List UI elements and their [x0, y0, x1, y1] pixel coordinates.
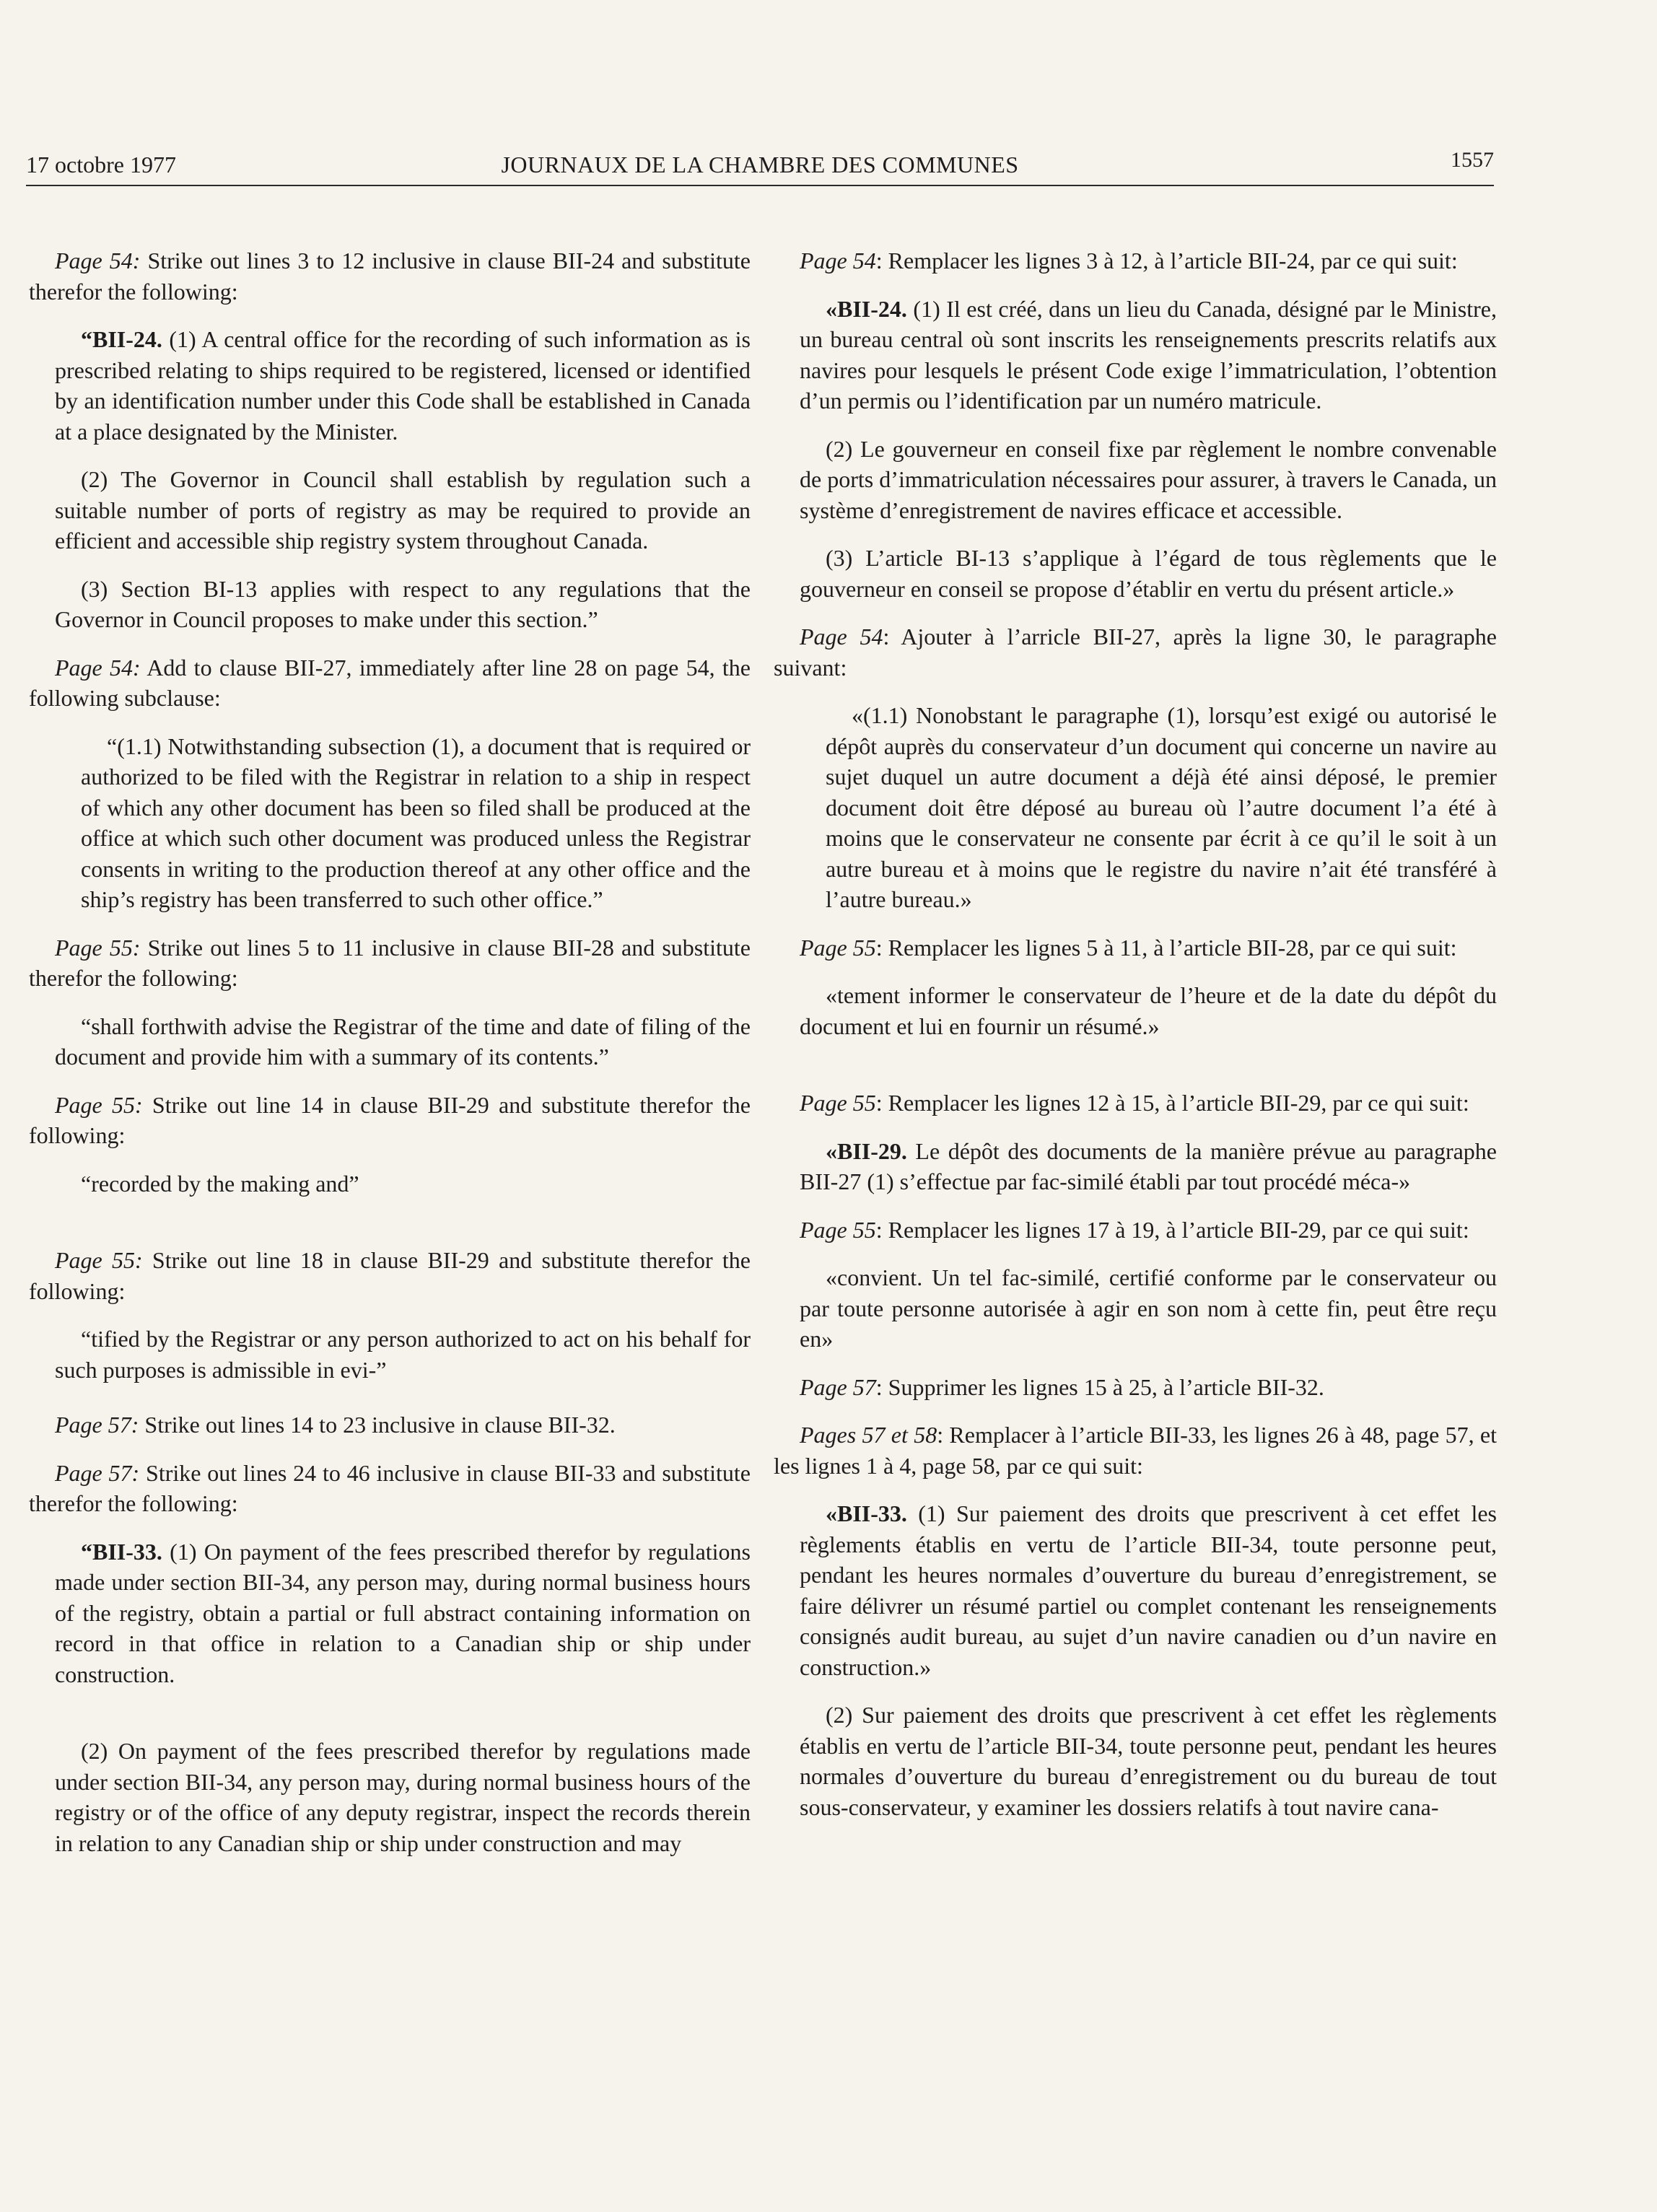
amendment-instruction: Page 54: Strike out lines 3 to 12 inclusive in clause BII-24 and substitute therefor the following:	[29, 248, 751, 305]
header-date: 17 octobre 1977	[26, 152, 176, 178]
amendment-instruction: Page 55: Strike out line 18 in clause BII-29 and substitute therefor the following:	[29, 1247, 751, 1304]
amendment-instruction: Page 57: Strike out lines 24 to 46 inclusive in clause BII-33 and substitute therefor the following:	[29, 1459, 751, 1516]
clause-text: (2) Sur paiement des droits que prescrivent à cet effet les règlements établis en vertu de l’article BII-34, toute personne peut, pendant les heures normales d’ouverture du bureau d’enregistrement ou du bureau de tout sous-conservateur, y examiner les dossiers relatifs à tout navire cana-	[800, 1702, 1497, 1820]
clause-text: “BII-33. (1) On payment of the fees prescribed therefor by regulations made under section BII-34, any person may, during normal business hours of the registry, obtain a partial or full abstract containing information on record in that office in relation to a Canadian ship or ship under construction.	[55, 1538, 751, 1687]
amendment-instruction: Page 57: Strike out lines 14 to 23 inclusive in clause BII-32.	[55, 1412, 616, 1438]
clause-text: (2) The Governor in Council shall establish by regulation such a suitable number of ports of registry as may be required to provide an efficient and accessible ship registry system throughout Canada.	[55, 466, 751, 554]
clause-text: «tement informer le conservateur de l’heure et de la date du dépôt du document et lui en fournir un résumé.»	[800, 982, 1497, 1039]
page-header	[26, 141, 1494, 186]
amendment-instruction: Page 55: Strike out line 14 in clause BII-29 and substitute therefor the following:	[29, 1091, 751, 1148]
clause-text: “tified by the Registrar or any person authorized to act on his behalf for such purposes is admissible in evi-”	[55, 1326, 751, 1383]
clause-text: (2) Le gouverneur en conseil fixe par règlement le nombre convenable de ports d’immatriculation nécessaires pour assurer, à travers le Canada, un système d’enregistrement de navires efficace et accessible.	[800, 435, 1497, 523]
clause-text: “BII-24. (1) A central office for the recording of such information as is prescribed relating to ships required to be registered, licensed or identified by an identification number under this Code shall be established in Canada at a place designated by the Minister.	[55, 326, 751, 445]
amendment-instruction: Page 57: Supprimer les lignes 15 à 25, à l’article BII-32.	[800, 1373, 1324, 1400]
english-column	[29, 245, 751, 1876]
clause-text: (2) On payment of the fees prescribed therefor by regulations made under section BII-34, any person may, during normal business hours of the registry or of the office of any deputy registrar, inspect the records therein in relation to any Canadian ship or ship under construction and may	[55, 1738, 751, 1856]
amendment-instruction: Page 54: Add to clause BII-27, immediately after line 28 on page 54, the following subclause:	[29, 654, 751, 711]
amendment-instruction: Page 55: Remplacer les lignes 17 à 19, à l’article BII-29, par ce qui suit:	[800, 1216, 1469, 1243]
amendment-instruction: Page 55: Remplacer les lignes 12 à 15, à l’article BII-29, par ce qui suit:	[800, 1090, 1469, 1116]
clause-text: «(1.1) Nonobstant le paragraphe (1), lorsqu’est exigé ou autorisé le dépôt auprès du conservateur d’un document qui concerne un navire au sujet duquel un autre document a déjà été ainsi déposé, le premier document doit être déposé au bureau où l’autre document l’a été à moins que le conservateur ne consente par écrit à ce qu’il le soit à un autre bureau et à moins que le registre du navire n’ait été transféré à l’autre bureau.»	[826, 702, 1497, 912]
clause-text: “recorded by the making and”	[81, 1170, 359, 1197]
clause-text: «BII-24. (1) Il est créé, dans un lieu du Canada, désigné par le Ministre, un bureau central où sont inscrits les renseignements prescrits relatifs aux navires pour lesquels le présent Code exige l’immatriculation, l’obtention d’un permis ou l’identification par un numéro matricule.	[800, 295, 1497, 414]
amendment-instruction: Page 54: Remplacer les lignes 3 à 12, à l’article BII-24, par ce qui suit:	[800, 248, 1458, 274]
amendment-instruction: Page 54: Ajouter à l’arricle BII-27, après la ligne 30, le paragraphe suivant:	[774, 624, 1498, 681]
clause-text: (3) Section BI-13 applies with respect to any regulations that the Governor in Council proposes to make under this section.”	[55, 575, 751, 632]
page-number: 1557	[1451, 148, 1494, 172]
french-column	[774, 245, 1497, 1840]
clause-text: «BII-29. Le dépôt des documents de la manière prévue au paragraphe BII-27 (1) s’effectue par fac-similé établi par tout procédé méca-»	[800, 1137, 1497, 1194]
clause-text: “(1.1) Notwithstanding subsection (1), a document that is required or authorized to be filed with the Registrar in relation to a ship in respect of which any other document has been so filed shall be produced at the office at which such other document was produced unless the Registrar consents in writing to the production thereof at any other office and the ship’s registry has been transferred to such other office.”	[81, 733, 751, 912]
amendment-instruction: Page 55: Remplacer les lignes 5 à 11, à l’article BII-28, par ce qui suit:	[800, 934, 1457, 961]
clause-text: (3) L’article BI-13 s’applique à l’égard de tous règlements que le gouverneur en conseil se propose d’établir en vertu du présent article.»	[800, 545, 1497, 602]
clause-text: «BII-33. (1) Sur paiement des droits que prescrivent à cet effet les règlements établis en vertu de l’article BII-34, toute personne peut, pendant les heures normales d’ouverture du bureau d’enregistrement, se faire délivrer un résumé partiel ou complet contenant les renseignements consignés audit bureau, au sujet d’un navire canadien ou d’un navire en construction.»	[800, 1500, 1497, 1680]
amendment-instruction: Page 55: Strike out lines 5 to 11 inclusive in clause BII-28 and substitute therefor the following:	[29, 934, 751, 991]
header-title: JOURNAUX DE LA CHAMBRE DES COMMUNES	[501, 152, 1019, 178]
clause-text: “shall forthwith advise the Registrar of the time and date of filing of the document and provide him with a summary of its contents.”	[55, 1013, 751, 1070]
clause-text: «convient. Un tel fac-similé, certifié conforme par le conservateur ou par toute personne autorisée à agir en son nom à cette fin, peut être reçu en»	[800, 1264, 1497, 1352]
amendment-instruction: Pages 57 et 58: Remplacer à l’article BII-33, les lignes 26 à 48, page 57, et les lignes 1 à 4, page 58, par ce qui suit:	[774, 1422, 1497, 1479]
